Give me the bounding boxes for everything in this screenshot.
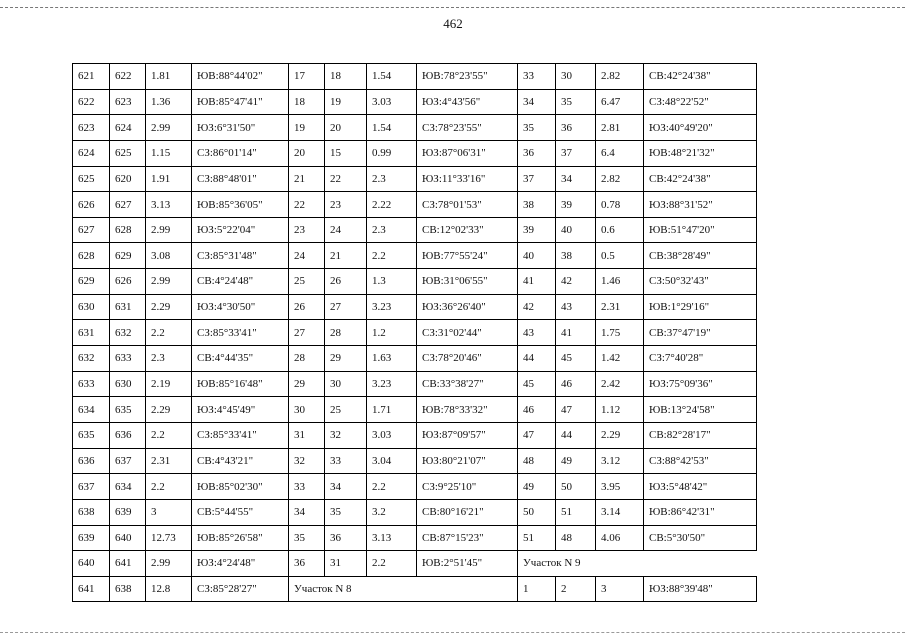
table-cell: ЮЗ:87°06'31"	[417, 140, 518, 166]
table-cell: 2.29	[146, 294, 192, 320]
table-cell: 33	[325, 448, 367, 474]
table-cell: 4.06	[596, 525, 644, 551]
table-cell: 638	[73, 499, 110, 525]
table-cell: 47	[518, 422, 556, 448]
table-cell: СЗ:7°40'28"	[644, 346, 757, 372]
table-cell: СЗ:88°42'53"	[644, 448, 757, 474]
table-cell: 26	[289, 294, 325, 320]
table-cell: 35	[518, 115, 556, 141]
table-cell: СВ:80°16'21"	[417, 499, 518, 525]
table-cell: 36	[289, 551, 325, 577]
table-row	[73, 474, 757, 500]
table-cell: ЮВ:85°02'30"	[192, 474, 289, 500]
table-cell: 622	[73, 89, 110, 115]
table-cell: 623	[110, 89, 146, 115]
table-cell: 630	[110, 371, 146, 397]
table-cell: 17	[289, 64, 325, 90]
table-cell: 20	[325, 115, 367, 141]
table-cell: 1.71	[367, 397, 417, 423]
table-cell: 37	[556, 140, 596, 166]
table-cell: 2.3	[367, 166, 417, 192]
table-cell: 19	[325, 89, 367, 115]
table-row	[73, 166, 757, 192]
table-cell: 2.29	[146, 397, 192, 423]
table-cell: 640	[73, 551, 110, 577]
table-row	[73, 551, 757, 577]
table-cell: 2.99	[146, 115, 192, 141]
table-cell: 24	[289, 243, 325, 269]
table-cell: ЮЗ:36°26'40"	[417, 294, 518, 320]
table-row	[73, 422, 757, 448]
table-cell: ЮЗ:88°39'48"	[644, 576, 757, 602]
table-cell: 634	[73, 397, 110, 423]
table-cell: 49	[518, 474, 556, 500]
table-cell: СВ:33°38'27"	[417, 371, 518, 397]
table-cell: 630	[73, 294, 110, 320]
table-row	[73, 294, 757, 320]
table-cell: 0.78	[596, 192, 644, 218]
table-cell: 632	[110, 320, 146, 346]
table-cell: СЗ:78°01'53"	[417, 192, 518, 218]
table-cell: 28	[289, 346, 325, 372]
table-cell: 2.2	[146, 422, 192, 448]
table-cell: 43	[518, 320, 556, 346]
table-cell: 1.75	[596, 320, 644, 346]
table-cell: СВ:5°44'55"	[192, 499, 289, 525]
table-cell: 6.47	[596, 89, 644, 115]
table-cell: СВ:38°28'49"	[644, 243, 757, 269]
table-cell: 37	[518, 166, 556, 192]
table-cell: ЮВ:2°51'45"	[417, 551, 518, 577]
table-cell: СЗ:78°20'46"	[417, 346, 518, 372]
table-cell: ЮЗ:80°21'07"	[417, 448, 518, 474]
table-cell: ЮВ:48°21'32"	[644, 140, 757, 166]
table-cell: СВ:87°15'23"	[417, 525, 518, 551]
table-cell: 12.8	[146, 576, 192, 602]
table-cell: 36	[518, 140, 556, 166]
table-cell: 38	[518, 192, 556, 218]
table-cell: 623	[73, 115, 110, 141]
table-cell: СЗ:88°48'01"	[192, 166, 289, 192]
table-cell: 24	[325, 217, 367, 243]
table-cell: 1.2	[367, 320, 417, 346]
table-row	[73, 64, 757, 90]
table-cell: 2.99	[146, 551, 192, 577]
table-cell: 625	[110, 140, 146, 166]
table-cell: 28	[325, 320, 367, 346]
table-cell: 627	[110, 192, 146, 218]
table-cell: 629	[73, 269, 110, 295]
table-cell: 41	[518, 269, 556, 295]
section-9-label: Участок N 9	[523, 557, 581, 570]
table-cell: ЮВ:85°47'41"	[192, 89, 289, 115]
table-cell: ЮВ:77°55'24"	[417, 243, 518, 269]
table-cell: 32	[289, 448, 325, 474]
table-cell: 29	[325, 346, 367, 372]
table-cell: СЗ:85°28'27"	[192, 576, 289, 602]
table-cell: 2.81	[596, 115, 644, 141]
table-cell: 3.23	[367, 371, 417, 397]
table-cell: 2.99	[146, 269, 192, 295]
table-cell: 48	[518, 448, 556, 474]
table-cell: 636	[73, 448, 110, 474]
table-cell: ЮЗ:40°49'20"	[644, 115, 757, 141]
table-cell: 625	[73, 166, 110, 192]
table-cell: СВ:5°30'50"	[644, 525, 757, 551]
table-row	[73, 525, 757, 551]
table-cell: 631	[110, 294, 146, 320]
table-cell: СВ:4°24'48"	[192, 269, 289, 295]
table-cell: ЮВ:85°36'05"	[192, 192, 289, 218]
table-cell: ЮЗ:87°09'57"	[417, 422, 518, 448]
table-cell: ЮВ:88°44'02"	[192, 64, 289, 90]
table-cell: 2.22	[367, 192, 417, 218]
table-row	[73, 115, 757, 141]
table-cell: 1.91	[146, 166, 192, 192]
table-body	[73, 64, 757, 602]
table-cell: 22	[325, 166, 367, 192]
table-cell: 48	[556, 525, 596, 551]
table-cell: 39	[556, 192, 596, 218]
table-cell: 32	[325, 422, 367, 448]
table-cell: 638	[110, 576, 146, 602]
table-cell: 629	[110, 243, 146, 269]
table-cell: 624	[73, 140, 110, 166]
table-cell: 0.5	[596, 243, 644, 269]
table-cell: 628	[110, 217, 146, 243]
table-cell: 21	[289, 166, 325, 192]
table-cell: 622	[110, 64, 146, 90]
table-cell: 626	[73, 192, 110, 218]
table-cell: 634	[110, 474, 146, 500]
table-cell: 2.2	[146, 320, 192, 346]
table-cell: 36	[325, 525, 367, 551]
table-cell: СЗ:85°33'41"	[192, 320, 289, 346]
table-cell: СВ:12°02'33"	[417, 217, 518, 243]
table-cell: 639	[110, 499, 146, 525]
table-cell: 2.31	[596, 294, 644, 320]
table-cell: 620	[110, 166, 146, 192]
table-cell: СЗ:85°33'41"	[192, 422, 289, 448]
table-cell: 33	[289, 474, 325, 500]
table-cell: 3.13	[146, 192, 192, 218]
table-row	[73, 140, 757, 166]
table-cell: 1	[518, 576, 556, 602]
table-cell: 35	[289, 525, 325, 551]
table-cell: СЗ:78°23'55"	[417, 115, 518, 141]
table-cell: 43	[556, 294, 596, 320]
table-cell: 2.3	[367, 217, 417, 243]
table-cell: СЗ:86°01'14"	[192, 140, 289, 166]
table-cell: СВ:4°43'21"	[192, 448, 289, 474]
table-cell: 50	[556, 474, 596, 500]
table-cell: 632	[73, 346, 110, 372]
table-cell: СВ:42°24'38"	[644, 166, 757, 192]
table-cell: 30	[289, 397, 325, 423]
table-cell: 1.54	[367, 115, 417, 141]
table-cell: 2.3	[146, 346, 192, 372]
table-cell: СЗ:50°32'43"	[644, 269, 757, 295]
table-cell: ЮЗ:5°48'42"	[644, 474, 757, 500]
table-cell: 42	[518, 294, 556, 320]
table-cell: 2.82	[596, 166, 644, 192]
table-cell: СЗ:31°02'44"	[417, 320, 518, 346]
table-cell: ЮВ:85°26'58"	[192, 525, 289, 551]
table-cell: 1.15	[146, 140, 192, 166]
table-cell: 3	[596, 576, 644, 602]
table-cell: 2.2	[367, 474, 417, 500]
table-cell: 18	[289, 89, 325, 115]
table-cell: 3.03	[367, 422, 417, 448]
table-cell: 25	[289, 269, 325, 295]
table-cell: 2.82	[596, 64, 644, 90]
table-cell: ЮВ:85°16'48"	[192, 371, 289, 397]
table-cell: 627	[73, 217, 110, 243]
table-cell: ЮВ:31°06'55"	[417, 269, 518, 295]
table-cell: 51	[518, 525, 556, 551]
table-cell: 3.04	[367, 448, 417, 474]
table-cell: 3.95	[596, 474, 644, 500]
table-cell: СЗ:48°22'52"	[644, 89, 757, 115]
table-cell: ЮЗ:5°22'04"	[192, 217, 289, 243]
table-cell: 12.73	[146, 525, 192, 551]
table-cell: ЮЗ:4°24'48"	[192, 551, 289, 577]
table-cell: 2	[556, 576, 596, 602]
table-cell: СЗ:9°25'10"	[417, 474, 518, 500]
table-cell: 0.6	[596, 217, 644, 243]
table-cell: 46	[518, 397, 556, 423]
table-cell: 3.23	[367, 294, 417, 320]
table-cell: 1.42	[596, 346, 644, 372]
table-cell: СВ:42°24'38"	[644, 64, 757, 90]
table-row	[73, 576, 757, 602]
table-cell: ЮЗ:88°31'52"	[644, 192, 757, 218]
table-cell: 45	[556, 346, 596, 372]
table-cell: 1.12	[596, 397, 644, 423]
table-cell: 33	[518, 64, 556, 90]
table-cell: 27	[289, 320, 325, 346]
table-cell: 6.4	[596, 140, 644, 166]
table-cell: 2.2	[367, 551, 417, 577]
section-8-label: Участок N 8	[289, 576, 518, 602]
table-cell: 34	[518, 89, 556, 115]
table-cell: 38	[556, 243, 596, 269]
table-cell: СВ:82°28'17"	[644, 422, 757, 448]
table-cell: 3.2	[367, 499, 417, 525]
table-cell: 41	[556, 320, 596, 346]
table-cell: 18	[325, 64, 367, 90]
table-cell: ЮВ:1°29'16"	[644, 294, 757, 320]
table-cell: 36	[556, 115, 596, 141]
table-row	[73, 397, 757, 423]
table-cell: 3.14	[596, 499, 644, 525]
table-cell: 23	[289, 217, 325, 243]
table-cell: 34	[289, 499, 325, 525]
table-row	[73, 243, 757, 269]
table-cell: 635	[110, 397, 146, 423]
table-cell: ЮВ:78°33'32"	[417, 397, 518, 423]
table-cell: ЮВ:51°47'20"	[644, 217, 757, 243]
table-cell: 2.2	[146, 474, 192, 500]
table-cell: 633	[73, 371, 110, 397]
table-cell: 25	[325, 397, 367, 423]
table-cell: 49	[556, 448, 596, 474]
table-row	[73, 192, 757, 218]
table-cell: 50	[518, 499, 556, 525]
table-cell: 29	[289, 371, 325, 397]
table-cell: ЮЗ:4°30'50"	[192, 294, 289, 320]
table-cell: 30	[556, 64, 596, 90]
table-cell: 0.99	[367, 140, 417, 166]
table-cell: ЮВ:13°24'58"	[644, 397, 757, 423]
table-cell: 2.42	[596, 371, 644, 397]
table-cell: 3.08	[146, 243, 192, 269]
table-cell: СЗ:85°31'48"	[192, 243, 289, 269]
table-cell: 51	[556, 499, 596, 525]
table-cell: 639	[73, 525, 110, 551]
table-cell: 1.81	[146, 64, 192, 90]
table-cell: 20	[289, 140, 325, 166]
table-cell: СВ:4°44'35"	[192, 346, 289, 372]
table-cell: 2.19	[146, 371, 192, 397]
table-row	[73, 448, 757, 474]
table-row	[73, 320, 757, 346]
table-cell: 637	[110, 448, 146, 474]
table-cell: 34	[325, 474, 367, 500]
table-row	[73, 371, 757, 397]
table-cell: 26	[325, 269, 367, 295]
table-cell: 3	[146, 499, 192, 525]
table-cell: 1.63	[367, 346, 417, 372]
table-cell: 626	[110, 269, 146, 295]
table-cell: ЮЗ:75°09'36"	[644, 371, 757, 397]
table-cell: 31	[325, 551, 367, 577]
table-cell: ЮЗ:4°43'56"	[417, 89, 518, 115]
table-cell: 40	[518, 243, 556, 269]
table-cell: 3.12	[596, 448, 644, 474]
table-cell: 631	[73, 320, 110, 346]
table-cell: 39	[518, 217, 556, 243]
table-cell: 46	[556, 371, 596, 397]
table-cell: 633	[110, 346, 146, 372]
table-cell: ЮЗ:4°45'49"	[192, 397, 289, 423]
table-cell: 621	[73, 64, 110, 90]
table-cell: 2.31	[146, 448, 192, 474]
table-cell: 23	[325, 192, 367, 218]
table-cell: 1.36	[146, 89, 192, 115]
table-cell: 624	[110, 115, 146, 141]
table-cell: 1.3	[367, 269, 417, 295]
table-cell: ЮЗ:11°33'16"	[417, 166, 518, 192]
table-cell: 27	[325, 294, 367, 320]
table-cell: 31	[289, 422, 325, 448]
table-cell: ЮВ:78°23'55"	[417, 64, 518, 90]
table-row	[73, 89, 757, 115]
table-cell: 628	[73, 243, 110, 269]
table-cell: 34	[556, 166, 596, 192]
table-cell: 21	[325, 243, 367, 269]
table-cell: ЮЗ:6°31'50"	[192, 115, 289, 141]
table-cell: 1.54	[367, 64, 417, 90]
coordinates-table	[72, 63, 757, 602]
scan-edge-top	[0, 7, 905, 8]
table-cell: 44	[556, 422, 596, 448]
table-cell: 40	[556, 217, 596, 243]
table-cell: 35	[556, 89, 596, 115]
table-cell: 641	[73, 576, 110, 602]
table-row	[73, 269, 757, 295]
page-number: 462	[443, 16, 463, 31]
table-cell: 35	[325, 499, 367, 525]
scan-edge-bottom	[0, 632, 905, 633]
table-cell: 45	[518, 371, 556, 397]
table-cell: 1.46	[596, 269, 644, 295]
table-cell: 19	[289, 115, 325, 141]
table-cell: 2.99	[146, 217, 192, 243]
table-cell: 47	[556, 397, 596, 423]
table-cell: 637	[73, 474, 110, 500]
table-cell: 44	[518, 346, 556, 372]
table-cell: 2.29	[596, 422, 644, 448]
table-cell: ЮВ:86°42'31"	[644, 499, 757, 525]
table-row	[73, 346, 757, 372]
table-row	[73, 499, 757, 525]
table-cell: 15	[325, 140, 367, 166]
table-cell: СВ:37°47'19"	[644, 320, 757, 346]
table-cell: 22	[289, 192, 325, 218]
table-cell: 3.13	[367, 525, 417, 551]
table-cell: 3.03	[367, 89, 417, 115]
table-cell: 42	[556, 269, 596, 295]
table-cell: 641	[110, 551, 146, 577]
table-row	[73, 217, 757, 243]
table-cell: 30	[325, 371, 367, 397]
table-cell: 640	[110, 525, 146, 551]
table-cell: 2.2	[367, 243, 417, 269]
table-cell: 635	[73, 422, 110, 448]
table-cell: 636	[110, 422, 146, 448]
